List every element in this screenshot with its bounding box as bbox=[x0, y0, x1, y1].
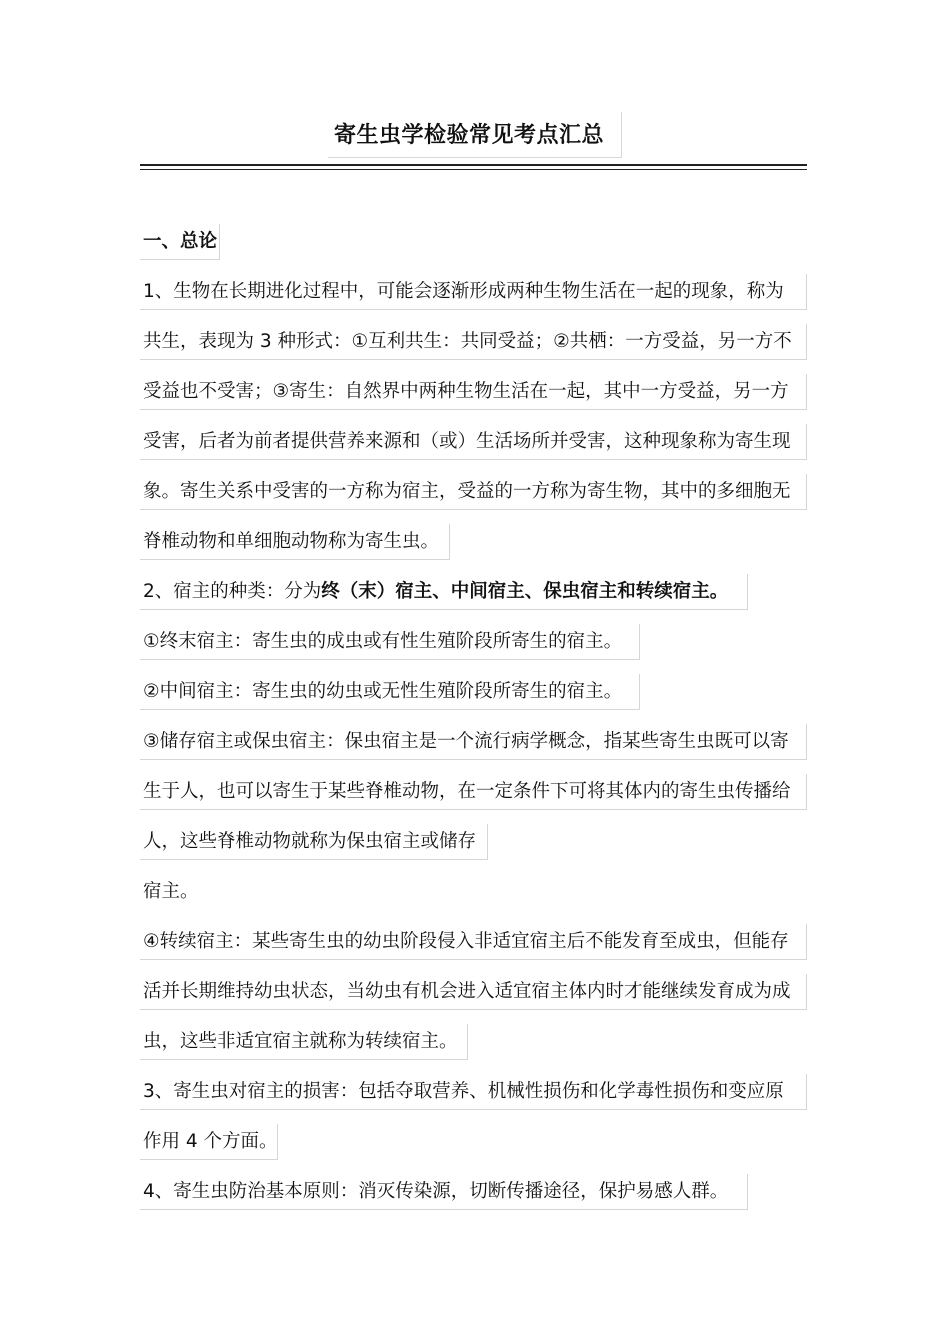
host-types-bold: 终（末）宿主、中间宿主、保虫宿主和转续宿主。 bbox=[321, 581, 729, 602]
host-line: 宿主。 bbox=[143, 881, 199, 902]
damage-line: 作用 4 个方面。 bbox=[140, 1124, 278, 1160]
title-rule-thick bbox=[140, 164, 807, 166]
paragraph-line: 共生，表现为 3 种形式：①互利共生：共同受益；②共栖：一方受益，另一方不 bbox=[140, 324, 807, 360]
host-line: ②中间宿主：寄生虫的幼虫或无性生殖阶段所寄生的宿主。 bbox=[140, 674, 640, 710]
host-line: 人，这些脊椎动物就称为保虫宿主或储存 bbox=[140, 824, 488, 860]
host-line: 生于人，也可以寄生于某些脊椎动物，在一定条件下可将其体内的寄生虫传播给 bbox=[140, 774, 807, 810]
page-title: 寄生虫学检验常见考点汇总 bbox=[328, 112, 622, 158]
host-line: ①终末宿主：寄生虫的成虫或有性生殖阶段所寄生的宿主。 bbox=[140, 624, 640, 660]
damage-line: 3、寄生虫对宿主的损害：包括夺取营养、机械性损伤和化学毒性损伤和变应原 bbox=[140, 1074, 807, 1110]
title-rule-thin bbox=[140, 169, 807, 170]
host-types-prefix: 2、宿主的种类：分为 bbox=[143, 581, 322, 602]
host-line: 活并长期维持幼虫状态，当幼虫有机会进入适宜宿主体内时才能继续发育成为成 bbox=[140, 974, 807, 1010]
host-line: ④转续宿主：某些寄生虫的幼虫阶段侵入非适宜宿主后不能发育至成虫，但能存 bbox=[140, 924, 807, 960]
paragraph-line: 受益也不受害；③寄生：自然界中两种生物生活在一起，其中一方受益，另一方 bbox=[140, 374, 807, 410]
paragraph-line: 象。寄生关系中受害的一方称为宿主，受益的一方称为寄生物，其中的多细胞无 bbox=[140, 474, 807, 510]
paragraph-line: 受害，后者为前者提供营养来源和（或）生活场所并受害，这种现象称为寄生现 bbox=[140, 424, 807, 460]
paragraph-line: 脊椎动物和单细胞动物称为寄生虫。 bbox=[140, 524, 450, 560]
host-types-line bbox=[140, 574, 748, 610]
host-line: 虫，这些非适宜宿主就称为转续宿主。 bbox=[140, 1024, 468, 1060]
section-heading: 一、总论 bbox=[140, 224, 220, 260]
principle-line: 4、寄生虫防治基本原则：消灭传染源，切断传播途径，保护易感人群。 bbox=[140, 1174, 748, 1210]
host-line: ③储存宿主或保虫宿主：保虫宿主是一个流行病学概念，指某些寄生虫既可以寄 bbox=[140, 724, 807, 760]
paragraph-line: 1、生物在长期进化过程中，可能会逐渐形成两种生物生活在一起的现象，称为 bbox=[140, 274, 807, 310]
